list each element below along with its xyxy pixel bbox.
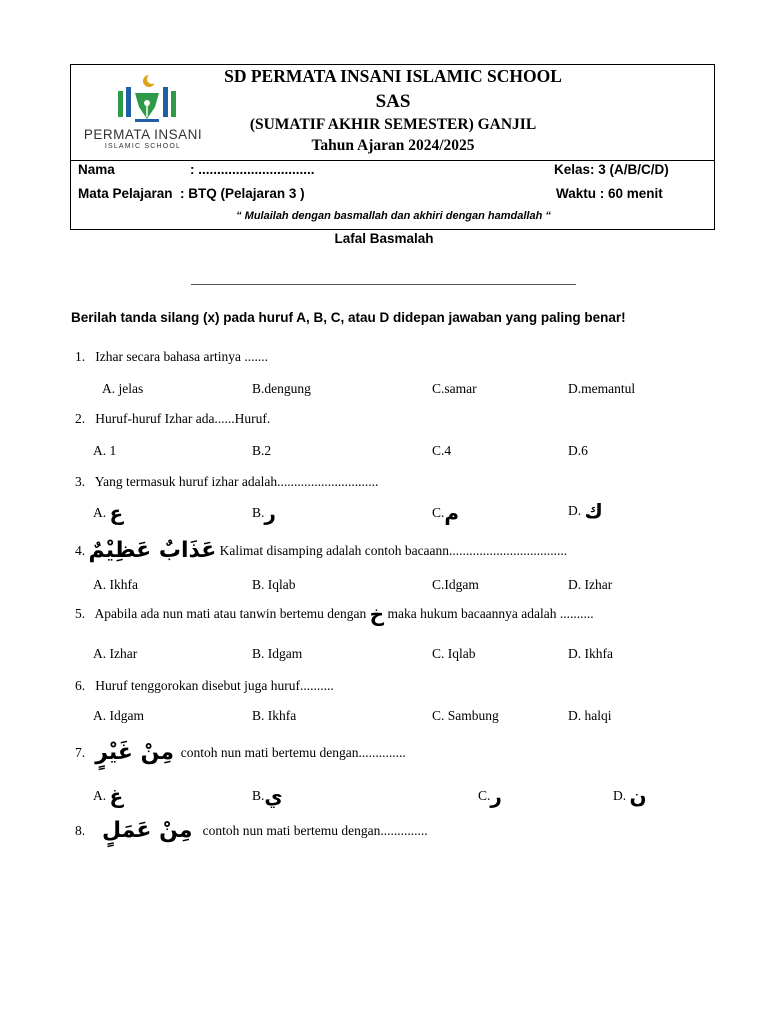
school-logo (77, 73, 209, 155)
question-number: 4. (75, 543, 86, 558)
logo-subtitle: ISLAMIC SCHOOL (104, 143, 182, 150)
arabic-letter-nun: ن (629, 784, 647, 808)
instruction: Berilah tanda silang (x) pada huruf A, B, C, atau D didepan jawaban yang paling benar! (71, 310, 626, 325)
option-letter: D. (568, 503, 582, 518)
question-4 (75, 538, 567, 563)
exam-header (70, 64, 715, 230)
motto: “ Mulailah dengan basmallah dan akhiri dengan hamdallah “ (236, 210, 551, 222)
option-letter: B. (252, 505, 265, 520)
question-number: 2. (75, 411, 86, 426)
option-letter: B. (252, 788, 265, 803)
arabic-letter-kha: خ (369, 602, 385, 626)
question-text: Huruf tenggorokan disebut juga huruf.......... (95, 678, 334, 693)
logo-name: PERMATA INSANI (83, 127, 203, 142)
option-b[interactable]: B. Idgam (252, 646, 303, 661)
question-number: 8. (75, 823, 86, 838)
option-d[interactable]: D. Izhar (568, 577, 613, 592)
option-letter: A. (93, 505, 107, 520)
option-c[interactable]: C.4 (432, 443, 452, 458)
option-c[interactable] (432, 501, 459, 525)
question-2 (75, 411, 270, 427)
question-7 (75, 740, 406, 765)
arabic-letter-mim: م (444, 501, 460, 525)
option-c[interactable]: C.Idgam (432, 577, 479, 592)
question-1 (75, 349, 268, 365)
arabic-letter-kaf: ك (584, 499, 603, 523)
option-a[interactable]: A. jelas (102, 381, 144, 396)
option-c[interactable]: C.samar (432, 381, 477, 396)
option-letter: D. (613, 788, 627, 803)
option-a[interactable]: A. Izhar (93, 646, 138, 661)
option-c[interactable] (478, 784, 502, 808)
question-text: Kalimat disamping adalah contoh bacaann................................... (219, 543, 568, 558)
option-b[interactable] (252, 501, 276, 525)
arabic-phrase: مِنْ غَيْرٍ (95, 740, 175, 765)
question-number: 5. (75, 606, 86, 621)
arabic-letter-ra: ر (264, 501, 276, 525)
time-info: Waktu : 60 menit (556, 186, 663, 201)
exam-code: SAS (375, 91, 411, 112)
name-label: Nama (78, 162, 115, 177)
question-number: 7. (75, 745, 86, 760)
question-8 (75, 818, 428, 843)
option-a[interactable]: A. Ikhfa (93, 577, 138, 592)
option-a[interactable]: A. 1 (93, 443, 117, 458)
school-name: SD PERMATA INSANI ISLAMIC SCHOOL (224, 66, 562, 86)
arabic-letter-ya: ي (264, 784, 283, 808)
exam-name: (SUMATIF AKHIR SEMESTER) GANJIL (249, 116, 537, 133)
subject-info: Mata Pelajaran : BTQ (Pelajaran 3 ) (78, 186, 305, 201)
arabic-letter-ghain: غ (109, 784, 124, 808)
school-year: Tahun Ajaran 2024/2025 (311, 137, 475, 154)
question-3 (75, 474, 378, 490)
question-text: Apabila ada nun mati atau tanwin bertemu dengan (94, 606, 367, 621)
option-b[interactable]: B. Iqlab (252, 577, 296, 592)
option-d[interactable]: D. Ikhfa (568, 646, 613, 661)
question-text-after: maka hukum bacaannya adalah .......... (387, 606, 594, 621)
arabic-phrase: عَذَابٌ عَظِيْمٌ (88, 538, 217, 563)
option-d[interactable]: D.memantul (568, 381, 636, 396)
question-text: contoh nun mati bertemu dengan.............. (202, 823, 428, 838)
arabic-phrase: مِنْ عَمَلٍ (102, 818, 193, 843)
class-info: Kelas: 3 (A/B/C/D) (554, 162, 669, 177)
option-d[interactable] (613, 784, 647, 808)
option-letter: C. (478, 788, 491, 803)
header-divider (71, 160, 714, 161)
name-field[interactable]: : ............................... (190, 162, 315, 177)
option-b[interactable] (252, 784, 283, 808)
section-title: Lafal Basmalah (334, 231, 434, 246)
question-number: 1. (75, 349, 86, 364)
question-5 (75, 602, 594, 626)
option-b[interactable]: B.2 (252, 443, 272, 458)
option-d[interactable] (568, 499, 603, 523)
arabic-letter-ain: ع (109, 501, 124, 525)
question-text: Huruf-huruf Izhar ada......Huruf. (95, 411, 271, 426)
option-a[interactable]: A. Idgam (93, 708, 144, 723)
question-text: contoh nun mati bertemu dengan.............. (180, 745, 406, 760)
question-number: 3. (75, 474, 86, 489)
option-letter: A. (93, 788, 107, 803)
option-b[interactable]: B. Ikhfa (252, 708, 297, 723)
question-text: Yang termasuk huruf izhar adalah.............................. (94, 474, 379, 489)
option-b[interactable]: B.dengung (252, 381, 311, 396)
option-c[interactable]: C. Sambung (432, 708, 499, 723)
option-letter: C. (432, 505, 445, 520)
option-d[interactable]: D.6 (568, 443, 588, 458)
option-a[interactable] (93, 784, 123, 808)
question-number: 6. (75, 678, 86, 693)
question-6 (75, 678, 334, 694)
arabic-letter-ra: ر (490, 784, 502, 808)
option-c[interactable]: C. Iqlab (432, 646, 476, 661)
option-a[interactable] (93, 501, 123, 525)
question-text: Izhar secara bahasa artinya ....... (95, 349, 269, 364)
section-rule (191, 284, 576, 285)
pen-crescent-logo-icon (77, 73, 209, 127)
option-d[interactable]: D. halqi (568, 708, 612, 723)
